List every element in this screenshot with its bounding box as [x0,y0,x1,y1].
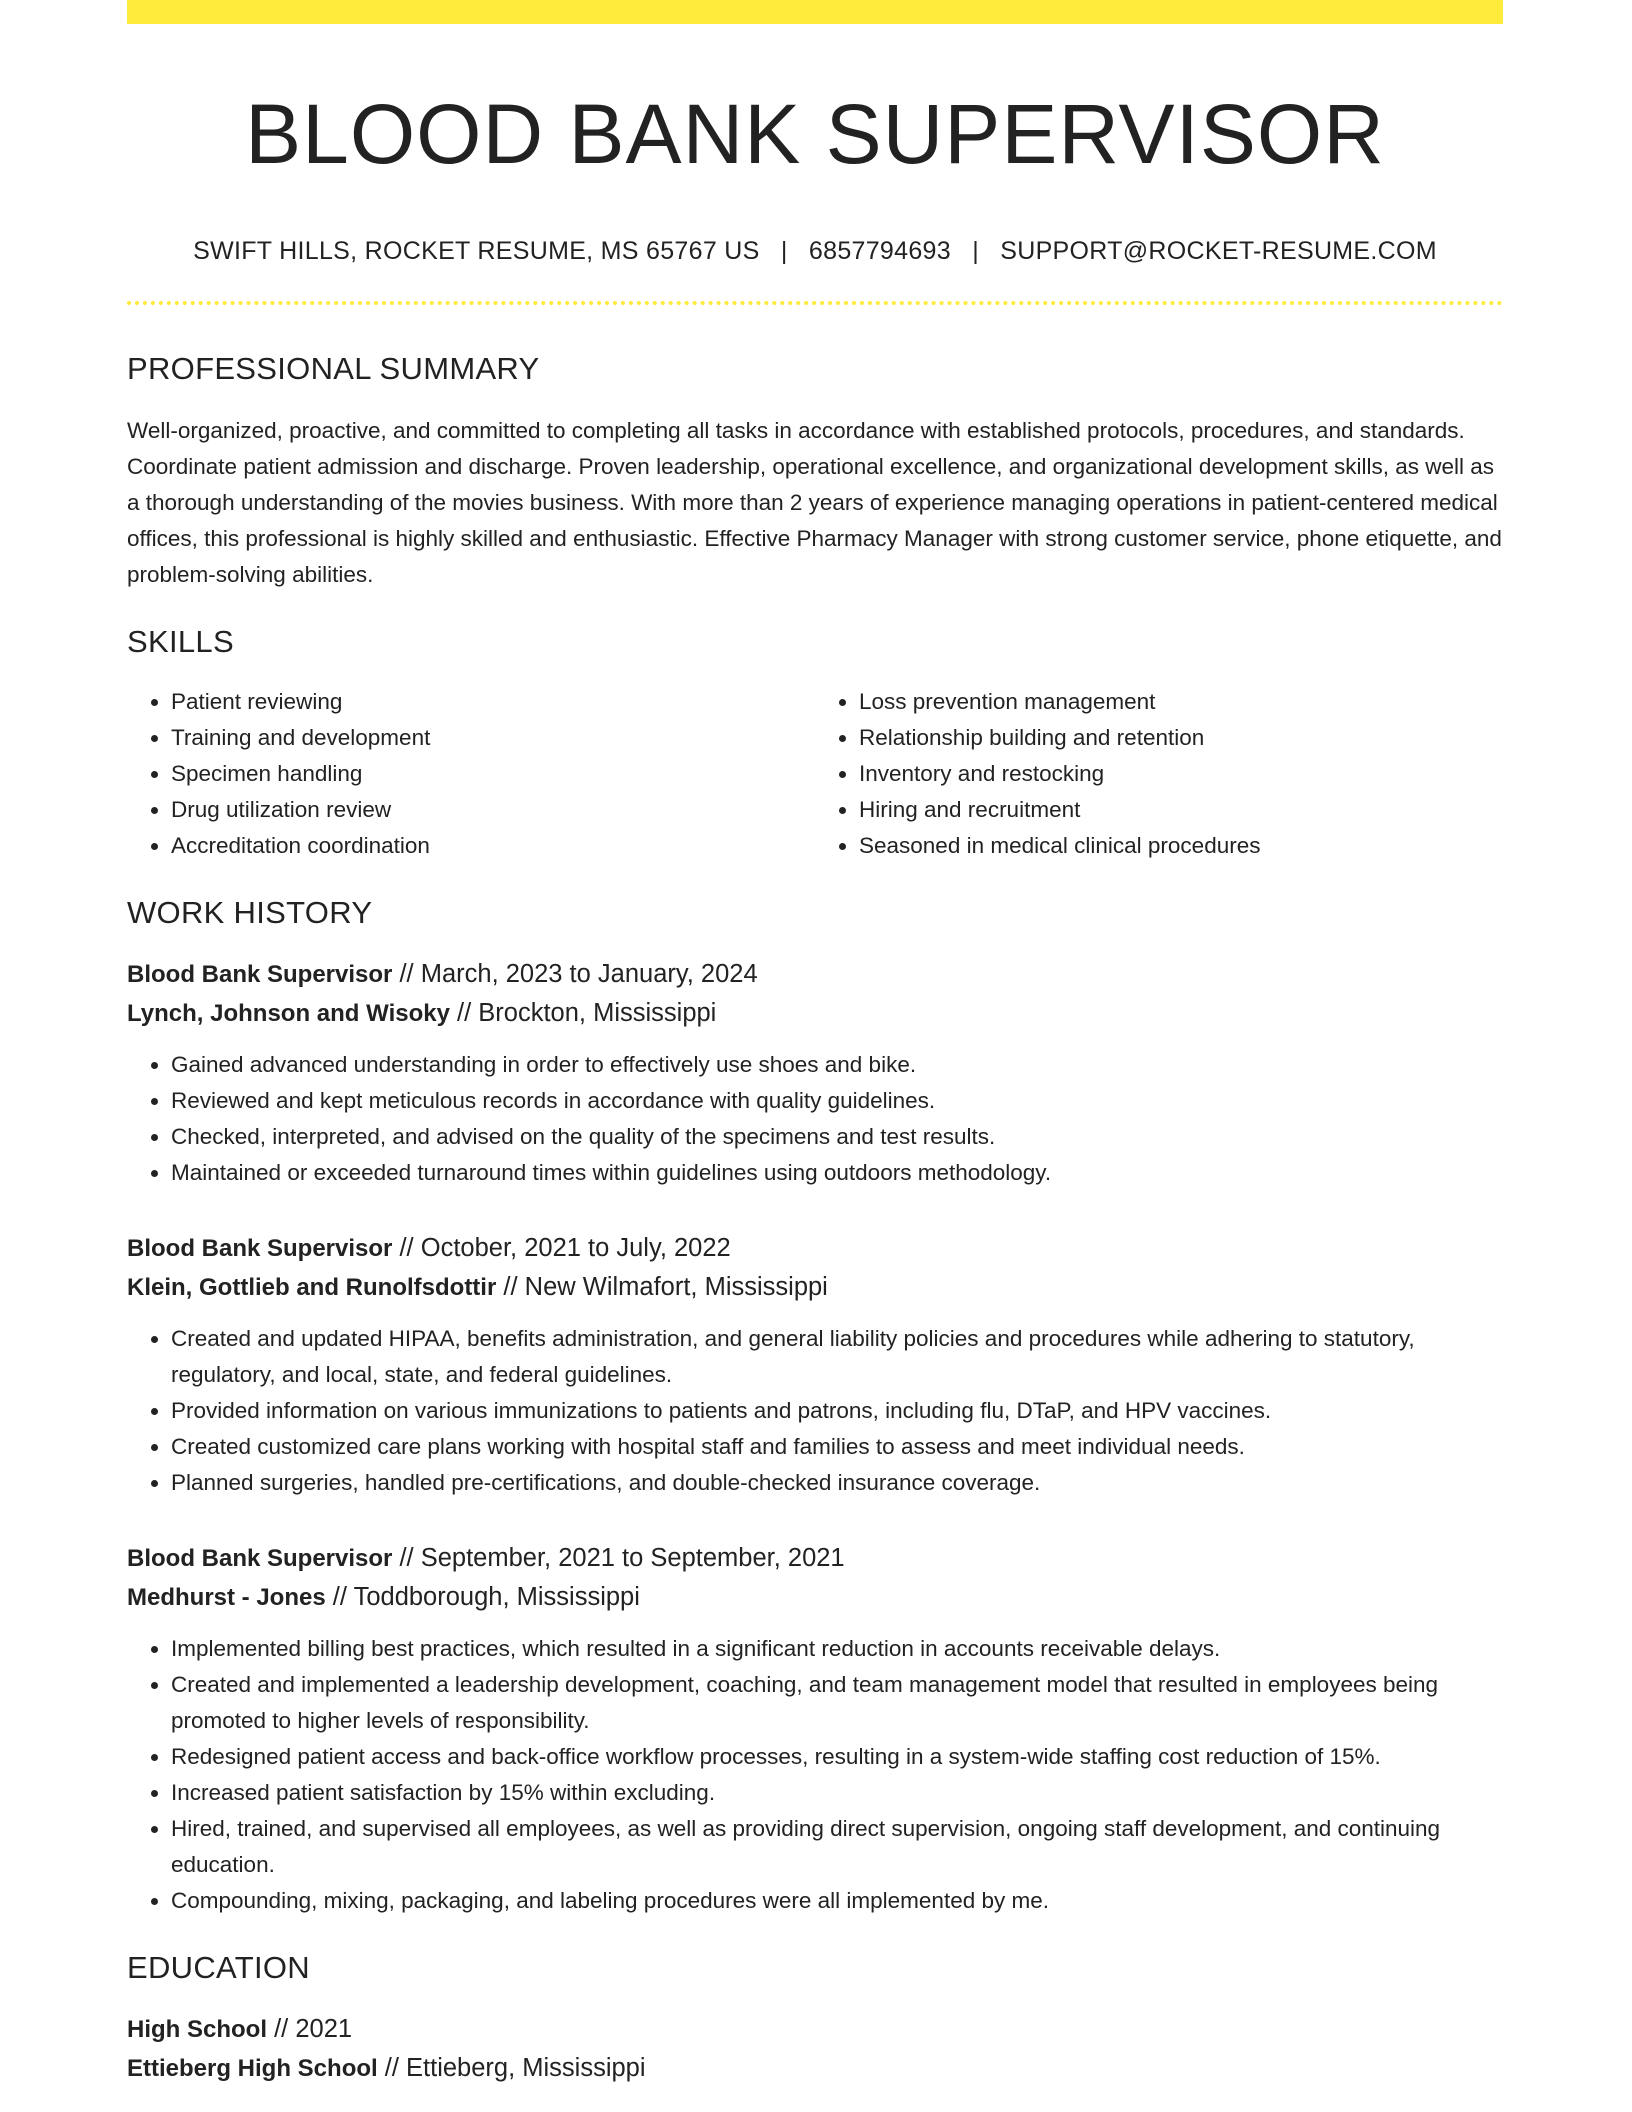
job-title: Blood Bank Supervisor [127,961,393,988]
job-dates: // March, 2023 to January, 2024 [392,960,758,988]
skill-item: • Specimen handling [171,756,815,792]
job-bullets [127,1631,1503,1919]
skills-column-left [127,684,815,864]
job-location: // Toddborough, Mississippi [325,1583,640,1611]
contact-phone: 6857794693 [808,237,951,265]
job-company: Klein, Gottlieb and Runolfsdottir [127,1274,497,1301]
job-title-line [127,1229,1503,1268]
work-heading: WORK HISTORY [127,895,373,930]
education-school-line [127,2049,1503,2088]
summary-section [127,349,1503,593]
job-company: Medhurst - Jones [127,1584,326,1611]
job-bullet: • Compounding, mixing, packaging, and labeling procedures were all implemented by me. [171,1883,1503,1919]
job-location: // Brockton, Mississippi [449,999,717,1027]
education-location: // Ettieberg, Mississippi [377,2054,646,2082]
job-dates: // September, 2021 to September, 2021 [392,1544,845,1572]
job-bullet: • Created and implemented a leadership development, coaching, and team management model that resulted in employees being promoted to higher levels of responsibility. [171,1667,1503,1739]
job-entry [127,1539,1503,1919]
education-section [127,1948,1503,2088]
job-entry [127,1229,1503,1501]
job-company-line [127,1268,1503,1307]
job-bullet: • Redesigned patient access and back-office workflow processes, resulting in a system-wide staffing cost reduction of 15%. [171,1739,1503,1775]
skill-item: • Drug utilization review [171,792,815,828]
skills-heading: SKILLS [127,624,234,659]
contact-separator: | [780,237,788,265]
education-school: Ettieberg High School [127,2055,378,2082]
skill-item: • Seasoned in medical clinical procedures [859,828,1503,864]
dotted-divider [127,301,1503,305]
job-company: Lynch, Johnson and Wisoky [127,1000,450,1027]
job-bullet: • Gained advanced understanding in order to effectively use shoes and bike. [171,1047,1503,1083]
education-year: // 2021 [267,2015,353,2043]
job-entry [127,955,1503,1191]
job-bullets [127,1321,1503,1501]
job-title-line [127,1539,1503,1578]
job-bullets [127,1047,1503,1191]
education-heading: EDUCATION [127,1950,310,1985]
job-bullet: • Checked, interpreted, and advised on the quality of the specimens and test results. [171,1119,1503,1155]
job-bullet: • Provided information on various immunizations to patients and patrons, including flu, DTaP, and HPV vaccines. [171,1393,1503,1429]
summary-text: Well-organized, proactive, and committed to completing all tasks in accordance with established protocols, procedures, and standards. Coordinate patient admission and discharge. Proven leadership, operational excellence, and organizational development skills, as well as a thorough understanding of the movies business. With more than 2 years of experience managing operations in patient-centered medical offices, this professional is highly skilled and enthusiastic. Effective Pharmacy Manager with strong customer service, phone etiquette, and problem-solving abilities. [127,418,1502,587]
skills-list [127,684,1503,864]
summary-heading: PROFESSIONAL SUMMARY [127,351,540,386]
job-title-line [127,955,1503,994]
contact-address: SWIFT HILLS, ROCKET RESUME, MS 65767 US [193,237,760,265]
skill-item: • Patient reviewing [171,684,815,720]
skill-item: • Inventory and restocking [859,756,1503,792]
job-company-line [127,1578,1503,1617]
job-bullet: • Created and updated HIPAA, benefits administration, and general liability policies and procedures while adhering to statutory, regulatory, and local, state, and federal guidelines. [171,1321,1503,1393]
resume-title: BLOOD BANK SUPERVISOR [245,87,1385,181]
skills-section [127,622,1503,864]
resume-page [127,0,1503,2088]
job-company-line [127,994,1503,1033]
education-degree: High School [127,2016,267,2043]
contact-line [127,234,1503,268]
job-bullet: • Created customized care plans working with hospital staff and families to assess and meet individual needs. [171,1429,1503,1465]
job-location: // New Wilmafort, Mississippi [496,1273,828,1301]
job-title: Blood Bank Supervisor [127,1545,393,1572]
accent-bar [127,0,1503,24]
contact-separator: | [972,237,979,265]
education-entry [127,2010,1503,2088]
skill-item: • Relationship building and retention [859,720,1503,756]
contact-email[interactable]: SUPPORT@ROCKET-RESUME.COM [1000,237,1437,265]
job-bullet: • Increased patient satisfaction by 15% within excluding. [171,1775,1503,1811]
work-section [127,893,1503,1919]
skill-item: • Loss prevention management [859,684,1503,720]
skill-item: • Hiring and recruitment [859,792,1503,828]
job-bullet: • Reviewed and kept meticulous records in accordance with quality guidelines. [171,1083,1503,1119]
job-bullet: • Implemented billing best practices, which resulted in a significant reduction in accounts receivable delays. [171,1631,1503,1667]
job-dates: // October, 2021 to July, 2022 [392,1234,731,1262]
job-title: Blood Bank Supervisor [127,1235,393,1262]
job-bullet: • Maintained or exceeded turnaround times within guidelines using outdoors methodology. [171,1155,1503,1191]
skill-item: • Training and development [171,720,815,756]
job-bullet: • Hired, trained, and supervised all employees, as well as providing direct supervision, ongoing staff development, and continuing education. [171,1811,1503,1883]
skills-column-right [815,684,1503,864]
job-bullet: • Planned surgeries, handled pre-certifications, and double-checked insurance coverage. [171,1465,1503,1501]
education-degree-line [127,2010,1503,2049]
skill-item: • Accreditation coordination [171,828,815,864]
